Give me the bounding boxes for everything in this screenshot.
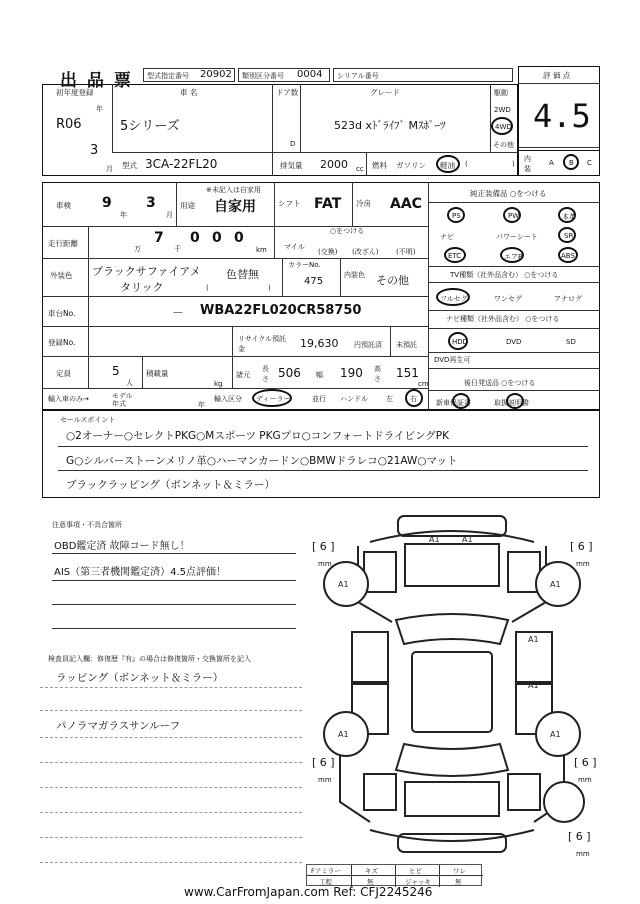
tread-front-left: [ 6 ] [312,540,335,553]
tv-fullseg-circle [436,288,470,306]
inspection-year: 9 [102,195,112,211]
fuel-label: 燃料 [372,161,387,170]
serial-number-field: シリアル番号 [333,68,513,82]
tread-spare: [ 6 ] [568,830,591,843]
inspector-line-2: パノラマガラスサンルーフ [56,720,181,732]
dimension-height: 151 [396,366,419,380]
warranty-circle [452,393,470,409]
capacity-value: 5 [112,364,120,378]
dealer-circle [252,389,292,407]
score-value: 4.5 [533,97,591,135]
equipment-airbag-circle [500,247,524,263]
interior-color-label: 内装色 [344,271,365,279]
damage-mark-8: A1 [528,681,539,690]
mileage-options-label: ○をつける [330,227,365,235]
color-change-value: 色替無 [226,268,259,281]
doors-value: D [290,140,296,148]
damage-mark-6: A1 [550,730,561,739]
tread-front-right: [ 6 ] [570,540,593,553]
class-number-field: 類別区分番号 0004 [238,68,330,82]
displacement-label: 排気量 [280,161,303,170]
type-number-field: 型式指定番号 20902 [143,68,235,82]
first-reg-label: 初年度登録 [56,88,94,97]
notes-label: 注意事項・不具合箇所 [52,521,122,529]
shift-value: FAT [314,196,342,212]
usage-label: 用途 [180,201,195,210]
sales-points-line-3: ブラックラッピング（ボンネット＆ミラー） [66,479,276,491]
score-label: 評 価 点 [543,71,571,80]
legend-table: Fアミラー キズ ヒビ ワレ 工程 無 ジャッキ 無 [306,864,482,886]
footer-reference: www.CarFromJapan.com Ref: CFJ2245246 [184,885,433,899]
sales-points-line-1: ○2オーナー○セレクトPKG○Mスポーツ PKGプロ○コンフォートドライビングPK [66,430,449,442]
tread-rear-left: [ 6 ] [312,756,335,769]
equipment-sr-circle [558,227,576,243]
color-no-label: カラーNo. [288,261,321,269]
dimension-width: 190 [340,366,363,380]
drive-label: 駆動 [494,89,508,97]
equipment-leather-circle [558,207,576,223]
interior-grade: 内 装 A B C [518,150,600,176]
damage-mark-1: A1 [429,535,440,544]
car-damage-diagram [300,512,600,862]
import-label: 輸入車のみ→ [48,395,89,403]
fuel-selected: 軽油 [440,161,455,170]
model-value: 3CA-22FL20 [145,157,218,171]
equipment-title: 純正装備品 ○をつける [470,189,547,198]
mileage-digit-4: 0 [234,230,244,246]
damage-mark-3: A1 [338,580,349,589]
first-reg-era: R06 [56,117,82,132]
damage-mark-2: A1 [462,535,473,544]
recycle-label: リサイクル預託金 [238,335,287,353]
equipment-ps-circle [447,207,465,223]
inspector-line-1: ラッピング（ボンネット＆ミラー） [56,672,224,684]
inspection-month: 3 [146,195,156,211]
equipment-pw-circle [503,207,521,223]
displacement-value: 2000 [320,158,348,171]
navi-title: ナビ種類（社外品含む） ○をつける [446,315,560,323]
right-handle-circle [405,389,423,407]
navi-hdd-circle [448,332,468,350]
tv-title: TV種類（社外品含む） ○をつける [450,271,559,279]
exterior-color-label: 外装色 [50,271,73,280]
sales-points-label: セールスポイント [60,416,116,424]
damage-mark-4: A1 [550,580,561,589]
fuel-value: ガソリン [396,161,426,170]
shift-label: シフト [278,199,301,208]
grade-value: 523d xﾄﾞﾗｲﾌﾞ Mｽﾎﾟｰﾂ [334,119,446,132]
interior-b-circle [563,154,579,170]
doors-label: ドア数 [276,88,299,97]
car-name-label: 車 名 [180,88,198,97]
manual-circle [506,393,524,409]
mileage-label: 走行距離 [48,239,78,248]
later-title: 後日発送品 ○をつける [464,379,536,387]
interior-color-value: その他 [376,274,409,287]
car-name-value: 5シリーズ [120,119,180,134]
mileage-digit-2: 0 [190,230,200,246]
color-no-value: 475 [304,276,324,287]
inspection-label: 車検 [56,201,71,210]
recycle-value: 19,630 [300,337,339,350]
ac-value: AAC [390,196,422,212]
dimension-length: 506 [278,366,301,380]
first-reg-month: 3 [90,143,99,158]
tread-rear-right: [ 6 ] [574,756,597,769]
capacity-label: 定員 [56,369,71,378]
damage-mark-5: A1 [338,730,349,739]
reg-no-label: 登録No. [48,338,76,347]
notes-line-1: OBD鑑定済 故障コード無し！ [54,541,190,552]
equipment-etc-circle [444,247,466,263]
model-label: 型式 [122,161,137,170]
inspector-label: 検査員記入欄：修復歴『有』の場合は修復箇所・交換箇所を記入 [48,655,251,663]
sales-points-line-2: G○シルバーストーンメリノ革○ハーマンカードン○BMWドラレコ○21AW○マット [66,455,458,467]
chassis-number: WBA22FL020CR58750 [200,303,362,318]
usage-value: 自家用 [214,199,256,215]
grade-label: グレード [370,88,400,97]
fuel-circle [436,155,460,173]
sheet-title: 出 品 票 [60,71,133,91]
notes-line-2: AIS（第三者機関鑑定済）4.5点評価！ [54,567,227,578]
exterior-color-value: ブラックサファイアメ [92,265,201,278]
dimensions-label: 諸元 [236,371,250,379]
damage-mark-7: A1 [528,635,539,644]
ac-label: 冷房 [356,199,371,208]
mileage-digit-3: 0 [212,230,222,246]
equipment-abs-circle [558,247,578,263]
mileage-digit-1: 7 [154,230,164,246]
chassis-label: 車台No. [48,309,76,318]
load-label: 積載量 [146,369,169,378]
drive-4wd-circle [491,117,513,135]
